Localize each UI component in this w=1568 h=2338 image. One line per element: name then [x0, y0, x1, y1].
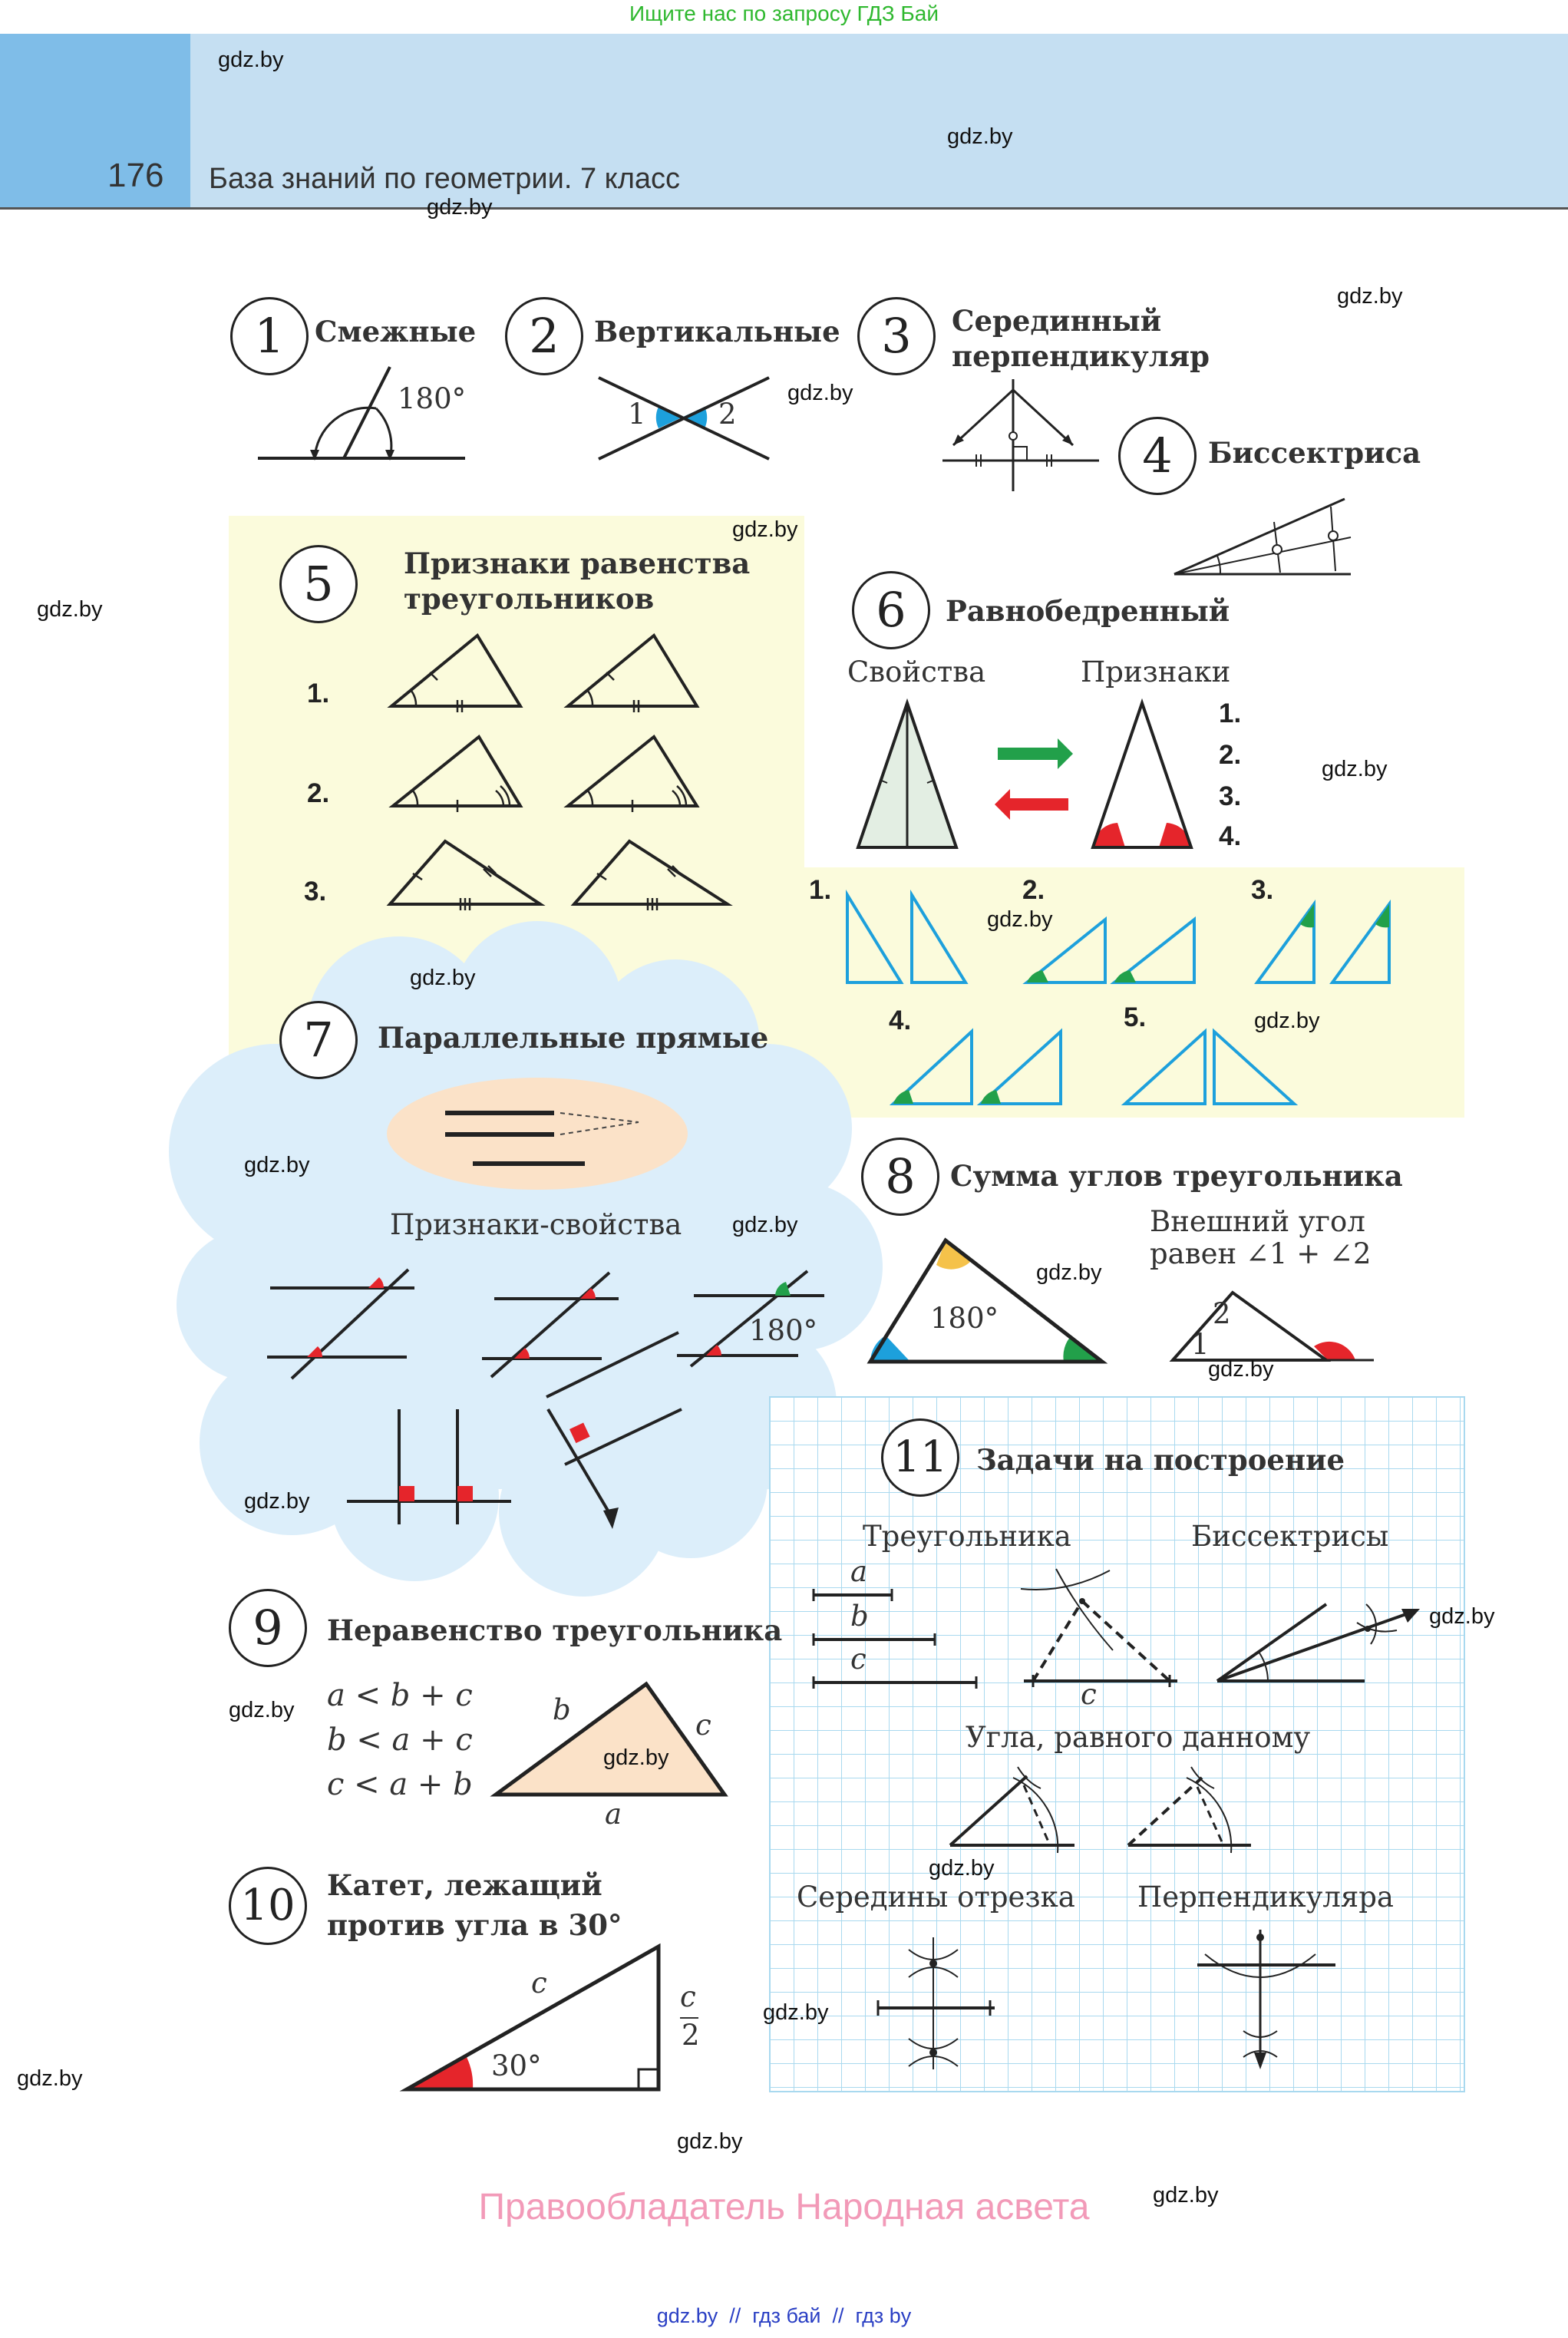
section2-title: Вертикальные	[594, 315, 840, 348]
section9-ineq2: b < a + c	[327, 1722, 473, 1758]
section3-title-line1: Серединный	[952, 304, 1162, 338]
section7-number: 7	[279, 1001, 358, 1079]
section11-triangle-label: Треугольника	[863, 1520, 1071, 1553]
watermark: gdz.by	[732, 517, 798, 542]
section10-title-line2: против угла в 30°	[327, 1908, 622, 1942]
section1-angle: 180°	[398, 382, 467, 415]
section5-item3: 3.	[304, 877, 327, 906]
section11-seg-b: b	[850, 1600, 869, 1633]
watermark: gdz.by	[17, 2066, 83, 2091]
section11-number: 11	[881, 1418, 959, 1497]
section8-angle2: 2	[1213, 1297, 1231, 1330]
section2-number: 2	[505, 297, 583, 375]
triangle-inequality-figure	[491, 1678, 729, 1801]
section10-number: 10	[229, 1867, 307, 1945]
section7-title: Параллельные прямые	[378, 1021, 769, 1055]
page-number: 176	[107, 157, 164, 194]
section6-properties-label: Свойства	[847, 655, 986, 689]
watermark: gdz.by	[1429, 1604, 1495, 1629]
isosceles-figures	[852, 698, 1205, 852]
section1-number: 1	[230, 297, 309, 375]
section6-signs-label: Признаки	[1081, 655, 1231, 689]
watermark: gdz.by	[603, 1745, 669, 1770]
section11-midpoint-label: Середины отрезка	[797, 1881, 1075, 1914]
watermark: gdz.by	[929, 1856, 995, 1881]
watermark: gdz.by	[1036, 1260, 1102, 1285]
section10-title-line1: Катет, лежащий	[327, 1868, 602, 1902]
section6-sign3: 3.	[1219, 781, 1242, 811]
section6-row5: 5.	[1124, 1002, 1147, 1032]
watermark: gdz.by	[677, 2129, 743, 2154]
watermark: gdz.by	[787, 381, 853, 405]
copyright-notice: Правообладатель Народная асвета	[478, 2187, 1090, 2227]
watermark: gdz.by	[244, 1153, 310, 1177]
section11-title: Задачи на построение	[976, 1443, 1345, 1477]
section6-row3: 3.	[1251, 875, 1274, 905]
triangle-angle-sum-figure	[860, 1228, 1113, 1366]
vertical-angles-figure	[591, 368, 775, 468]
section10-leg-numerator: c	[680, 1980, 696, 2013]
section6-sign2: 2.	[1219, 740, 1242, 770]
section11-bisector-label: Биссектрисы	[1191, 1520, 1389, 1553]
section6-sign1: 1.	[1219, 698, 1242, 728]
section6-sign4: 4.	[1219, 821, 1242, 851]
watermark: gdz.by	[947, 124, 1013, 149]
section6-title: Равнобедренный	[946, 594, 1230, 628]
section3-title-line2: перпендикуляр	[952, 339, 1210, 373]
section4-number: 4	[1118, 417, 1197, 495]
section11-seg-c: c	[850, 1643, 867, 1676]
watermark: gdz.by	[1208, 1357, 1274, 1382]
section9-title: Неравенство треугольника	[327, 1613, 783, 1647]
section7-subtitle: Признаки-свойства	[390, 1208, 682, 1241]
section5-number: 5	[279, 545, 358, 623]
construct-perpendicular-figure	[1190, 1927, 1343, 2072]
bisector-figure	[1167, 491, 1358, 583]
section5-title-line2: треугольников	[404, 582, 655, 616]
watermark: gdz.by	[987, 907, 1053, 932]
section8-title: Сумма углов треугольника	[950, 1159, 1403, 1193]
section5-title-line1: Признаки равенства	[404, 547, 751, 580]
watermark: gdz.by	[732, 1213, 798, 1237]
perpendicular-bisector-figure	[936, 376, 1105, 499]
section8-ext-line1: Внешний угол	[1150, 1205, 1365, 1238]
section9-ineq1: a < b + c	[327, 1678, 473, 1713]
section8-number: 8	[861, 1138, 939, 1216]
section8-angle: 180°	[930, 1302, 999, 1335]
section6-row1: 1.	[809, 875, 832, 905]
section11-equal-angle-label: Угла, равного данному	[966, 1721, 1311, 1754]
watermark: gdz.by	[229, 1698, 295, 1722]
section5-item1: 1.	[307, 679, 330, 708]
footer-links: gdz.by // гдз бай // гдз by	[656, 2304, 912, 2327]
section9-ineq3: c < a + b	[327, 1767, 473, 1802]
section3-number: 3	[857, 297, 936, 375]
section10-leg-denominator: 2	[682, 2019, 700, 2052]
watermark: gdz.by	[218, 48, 284, 72]
watermark: gdz.by	[1153, 2183, 1219, 2208]
construct-bisector-figure	[1213, 1581, 1443, 1689]
construct-midpoint-figure	[867, 1934, 1005, 2072]
watermark: gdz.by	[244, 1489, 310, 1514]
parallel-lines-figures	[261, 1259, 844, 1550]
section9-side-c: c	[695, 1709, 711, 1742]
section6-row4: 4.	[889, 1006, 912, 1035]
isosceles-signs-figures	[837, 890, 1451, 1113]
watermark: gdz.by	[1337, 284, 1403, 309]
watermark: gdz.by	[1254, 1009, 1320, 1033]
section2-angle1: 1	[628, 398, 646, 431]
section5-item2: 2.	[307, 778, 330, 808]
section6-number: 6	[852, 571, 930, 649]
section10-hypotenuse: c	[531, 1966, 547, 2000]
watermark: gdz.by	[37, 597, 103, 622]
triangle-equality-figures	[384, 629, 737, 913]
section11-base-c: c	[1081, 1678, 1097, 1711]
top-banner: Ищите нас по запросу ГДЗ Бай	[629, 2, 939, 25]
watermark: gdz.by	[427, 195, 493, 220]
section7-angle: 180°	[749, 1314, 818, 1347]
watermark: gdz.by	[1322, 757, 1388, 781]
section8-ext-line2: равен ∠1 + ∠2	[1150, 1237, 1372, 1270]
section8-angle1: 1	[1191, 1328, 1210, 1361]
section9-side-a: a	[605, 1798, 622, 1831]
section11-perpendicular-label: Перпендикуляра	[1137, 1881, 1394, 1914]
section2-angle2: 2	[718, 398, 737, 431]
section9-side-b: b	[553, 1693, 571, 1726]
section9-number: 9	[229, 1589, 307, 1667]
section10-angle: 30°	[491, 2049, 542, 2082]
watermark: gdz.by	[410, 966, 476, 990]
watermark: gdz.by	[763, 2000, 829, 2025]
section1-title: Смежные	[315, 315, 477, 348]
section11-seg-a: a	[850, 1555, 868, 1588]
section4-title: Биссектриса	[1208, 436, 1421, 470]
construct-equal-angle-figure	[944, 1762, 1266, 1862]
parallel-lines-badge	[384, 1076, 691, 1191]
section6-row2: 2.	[1022, 875, 1045, 905]
page-title: База знаний по геометрии. 7 класс	[209, 163, 681, 195]
